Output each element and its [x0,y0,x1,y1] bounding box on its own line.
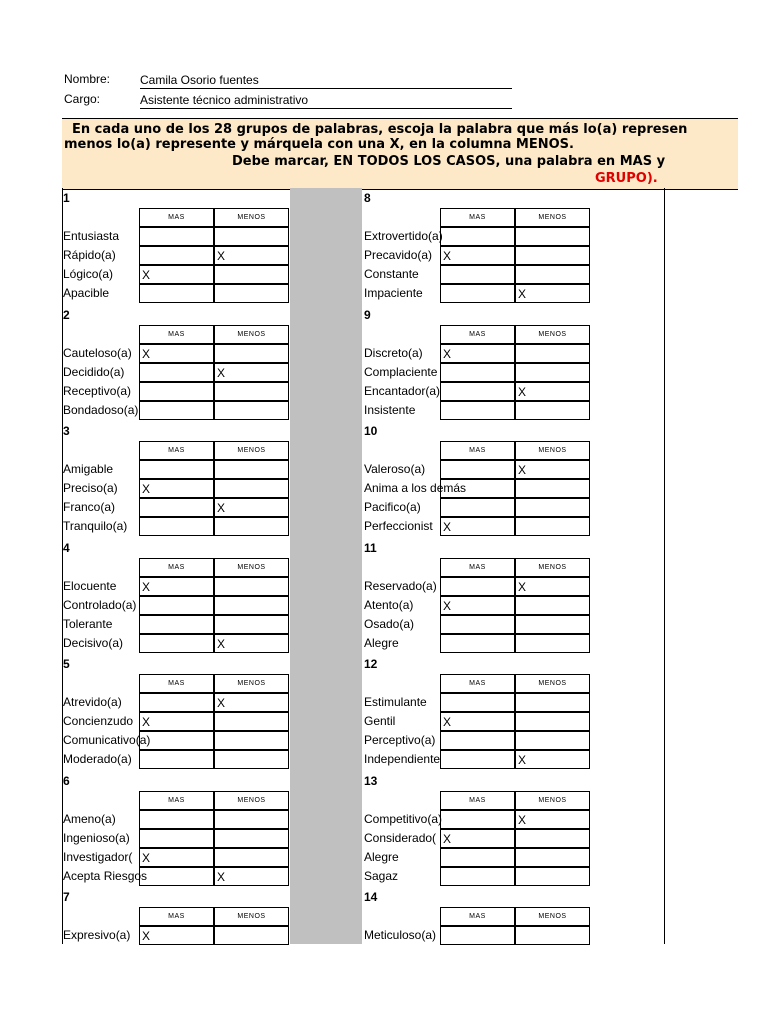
word-group [63,191,291,303]
word-label: Moderado(a) [63,752,132,766]
mas-cell[interactable] [440,227,515,246]
menos-column-header: MENOS [214,674,289,693]
menos-column-header: MENOS [515,791,590,810]
word-label: Expresivo(a) [63,928,131,942]
menos-cell[interactable]: X [214,246,289,265]
word-label: Perceptivo(a) [364,733,436,747]
word-label: Elocuente [63,579,117,593]
instructions-line-1: En cada uno de los 28 grupos de palabras, escoja la palabra que más lo(a) represen [72,122,688,137]
group-header-row [364,441,592,460]
word-label: Comunicativo(a) [63,733,151,747]
worksheet [62,188,665,944]
word-group [364,774,592,886]
menos-cell[interactable] [515,634,590,653]
menos-cell[interactable] [214,750,289,769]
mas-column-header: MAS [139,907,214,926]
word-row [364,227,592,246]
mas-column-header: MAS [139,674,214,693]
word-label: Extrovertido(a) [364,229,443,243]
group-number: 11 [364,541,377,555]
word-row [364,284,592,303]
menos-cell[interactable] [214,731,289,750]
mas-cell[interactable] [440,867,515,886]
word-row [63,265,291,284]
word-label: Cauteloso(a) [63,346,132,360]
word-row [63,750,291,769]
word-label: Anima a los demás [364,481,467,495]
word-row [364,712,592,731]
menos-cell[interactable] [515,227,590,246]
group-header-row [364,674,592,693]
group-header-row [63,674,291,693]
group-number: 14 [364,890,378,904]
menos-cell[interactable] [515,344,590,363]
mas-column-header: MAS [139,325,214,344]
word-label: Insistente [364,403,416,417]
menos-column-header: MENOS [515,208,590,227]
menos-cell[interactable] [515,363,590,382]
menos-cell[interactable]: X [214,693,289,712]
word-row [364,498,592,517]
menos-cell[interactable]: X [214,634,289,653]
gray-column-left [290,188,362,944]
word-row [364,401,592,420]
mas-cell[interactable] [440,810,515,829]
mas-cell[interactable] [440,284,515,303]
mas-cell[interactable] [440,693,515,712]
mas-cell[interactable] [139,810,214,829]
word-label: Gentil [364,714,396,728]
word-label: Acepta Riesgos [63,869,148,883]
word-label: Rápido(a) [63,248,116,262]
mas-cell[interactable]: X [440,712,515,731]
menos-cell[interactable] [515,926,590,945]
group-number: 7 [63,890,70,904]
word-group [63,424,291,536]
menos-cell[interactable]: X [515,750,590,769]
mas-cell[interactable] [440,401,515,420]
word-label: Tranquilo(a) [63,519,128,533]
word-row [364,246,592,265]
menos-cell[interactable] [214,284,289,303]
group-number: 10 [364,424,378,438]
mas-cell[interactable] [139,284,214,303]
mas-cell[interactable]: X [440,829,515,848]
word-group [364,424,592,536]
mas-cell[interactable] [440,265,515,284]
menos-column-header: MENOS [214,558,289,577]
menos-cell[interactable] [515,829,590,848]
mas-cell[interactable]: X [139,344,214,363]
group-header-row [364,791,592,810]
word-group [364,890,592,945]
word-label: Decidido(a) [63,365,125,379]
menos-column-header: MENOS [214,208,289,227]
word-label: Atrevido(a) [63,695,122,709]
word-row [364,693,592,712]
mas-column-header: MAS [139,791,214,810]
word-row [364,344,592,363]
instructions-line-3: Debe marcar, EN TODOS LOS CASOS, una palabra en MAS y [232,154,666,169]
menos-cell[interactable] [515,867,590,886]
menos-cell[interactable] [515,712,590,731]
word-label: Precavido(a) [364,248,433,262]
word-label: Decisivo(a) [63,636,124,650]
group-header-row [364,558,592,577]
word-row [364,867,592,886]
group-number: 6 [63,774,70,788]
mas-cell[interactable] [139,596,214,615]
mas-cell[interactable] [440,848,515,867]
menos-column-header: MENOS [214,441,289,460]
mas-column-header: MAS [440,325,515,344]
menos-cell[interactable]: X [515,810,590,829]
menos-column-header: MENOS [515,325,590,344]
menos-column-header: MENOS [214,907,289,926]
word-row [63,246,291,265]
word-row [364,829,592,848]
menos-cell[interactable] [214,810,289,829]
word-label: Apacible [63,286,110,300]
group-number: 8 [364,191,371,205]
word-label: Reservado(a) [364,579,437,593]
menos-cell[interactable] [515,848,590,867]
word-row [63,577,291,596]
word-label: Tolerante [63,617,113,631]
menos-cell[interactable] [214,382,289,401]
word-row [63,227,291,246]
word-label: Concienzudo [63,714,134,728]
group-header-row [63,791,291,810]
word-row [364,615,592,634]
word-row [63,926,291,945]
word-label: Controlado(a) [63,598,137,612]
menos-cell[interactable] [214,517,289,536]
word-row [63,693,291,712]
menos-column-header: MENOS [515,441,590,460]
word-group [63,657,291,769]
word-row [63,731,291,750]
word-row [364,926,592,945]
word-label: Constante [364,267,419,281]
group-number: 12 [364,657,378,671]
group-header-row [364,907,592,926]
mas-cell[interactable]: X [139,577,214,596]
word-row [364,460,592,479]
menos-column-header: MENOS [214,791,289,810]
mas-cell[interactable] [440,731,515,750]
mas-cell[interactable] [139,634,214,653]
word-label: Ameno(a) [63,812,116,826]
word-row [63,867,291,886]
word-label: Independiente [364,752,441,766]
word-row [364,517,592,536]
group-number: 1 [63,191,70,205]
group-header-row [364,325,592,344]
word-row [364,810,592,829]
word-label: Amigable [63,462,114,476]
instructions-line-2: menos lo(a) represente y márquela con una X, en la columna MENOS. [64,137,574,152]
cargo-label: Cargo: [64,92,101,106]
word-row [364,731,592,750]
word-label: Valeroso(a) [364,462,426,476]
mas-cell[interactable]: X [440,596,515,615]
nombre-field[interactable]: Camila Osorio fuentes [140,72,512,89]
word-row [63,829,291,848]
mas-cell[interactable] [440,382,515,401]
mas-cell[interactable] [440,926,515,945]
mas-cell[interactable] [440,750,515,769]
mas-cell[interactable] [139,227,214,246]
word-row [63,363,291,382]
word-label: Preciso(a) [63,481,118,495]
menos-cell[interactable]: X [515,460,590,479]
menos-cell[interactable]: X [515,284,590,303]
word-group [63,774,291,886]
word-row [63,401,291,420]
word-row [364,265,592,284]
word-label: Entusiasta [63,229,120,243]
mas-cell[interactable] [440,577,515,596]
word-label: Complaciente [364,365,438,379]
menos-cell[interactable] [515,615,590,634]
group-header-row [63,558,291,577]
word-label: Perfeccionist [364,519,433,533]
menos-cell[interactable] [214,712,289,731]
menos-cell[interactable] [214,401,289,420]
menos-cell[interactable] [515,693,590,712]
mas-cell[interactable] [139,829,214,848]
menos-column-header: MENOS [515,907,590,926]
mas-cell[interactable] [440,498,515,517]
word-group [364,308,592,420]
menos-cell[interactable] [515,596,590,615]
word-label: Impaciente [364,286,423,300]
mas-cell[interactable] [139,363,214,382]
menos-cell[interactable] [214,577,289,596]
mas-column-header: MAS [440,907,515,926]
word-row [364,382,592,401]
word-label: Ingenioso(a) [63,831,130,845]
word-group [63,308,291,420]
mas-cell[interactable] [139,750,214,769]
word-label: Atento(a) [364,598,414,612]
menos-cell[interactable]: X [515,382,590,401]
word-label: Considerado( [364,831,437,845]
menos-cell[interactable]: X [515,577,590,596]
menos-cell[interactable]: X [214,498,289,517]
mas-column-header: MAS [440,558,515,577]
word-label: Alegre [364,850,399,864]
group-header-row [63,208,291,227]
mas-cell[interactable]: X [139,479,214,498]
word-label: Bondadoso(a) [63,403,139,417]
group-header-row [364,208,592,227]
menos-cell[interactable]: X [214,867,289,886]
menos-cell[interactable]: X [214,363,289,382]
word-label: Osado(a) [364,617,415,631]
word-label: Franco(a) [63,500,116,514]
group-number: 4 [63,541,70,555]
menos-cell[interactable] [214,848,289,867]
word-row [63,848,291,867]
mas-column-header: MAS [440,791,515,810]
mas-cell[interactable] [440,615,515,634]
menos-cell[interactable] [214,460,289,479]
mas-column-header: MAS [440,208,515,227]
word-row [63,460,291,479]
mas-column-header: MAS [440,674,515,693]
group-number: 5 [63,657,70,671]
word-row [63,712,291,731]
word-row [364,596,592,615]
menos-cell[interactable] [214,926,289,945]
nombre-label: Nombre: [64,72,111,86]
word-row [63,344,291,363]
menos-cell[interactable] [515,731,590,750]
word-row [364,848,592,867]
menos-cell[interactable] [515,401,590,420]
instructions-line-4: GRUPO). [595,171,658,186]
menos-cell[interactable] [515,498,590,517]
mas-cell[interactable]: X [440,246,515,265]
mas-cell[interactable] [139,460,214,479]
mas-cell[interactable] [440,460,515,479]
menos-cell[interactable] [515,246,590,265]
group-header-row [63,325,291,344]
group-number: 3 [63,424,70,438]
word-label: Sagaz [364,869,399,883]
instructions-banner [62,118,738,190]
group-header-row [63,441,291,460]
mas-cell[interactable]: X [139,712,214,731]
word-label: Receptivo(a) [63,384,132,398]
word-label: Alegre [364,636,399,650]
menos-cell[interactable] [214,615,289,634]
word-row [63,498,291,517]
mas-cell[interactable] [139,498,214,517]
word-label: Discreto(a) [364,346,423,360]
word-row [364,363,592,382]
mas-cell[interactable] [139,517,214,536]
word-row [364,577,592,596]
word-group [364,541,592,653]
group-number: 9 [364,308,371,322]
mas-cell[interactable]: X [440,517,515,536]
mas-cell[interactable] [139,867,214,886]
menos-column-header: MENOS [515,674,590,693]
word-row [63,284,291,303]
menos-cell[interactable] [214,479,289,498]
group-number: 2 [63,308,70,322]
word-row [364,634,592,653]
word-row [63,810,291,829]
menos-cell[interactable] [214,265,289,284]
word-label: Pacifico(a) [364,500,421,514]
word-row [63,479,291,498]
mas-cell[interactable] [139,246,214,265]
group-number: 13 [364,774,378,788]
word-row [63,615,291,634]
word-label: Lógico(a) [63,267,114,281]
mas-cell[interactable] [139,401,214,420]
word-label: Meticuloso(a) [364,928,437,942]
word-label: Investigador( [63,850,133,864]
menos-cell[interactable] [515,517,590,536]
menos-column-header: MENOS [515,558,590,577]
mas-cell[interactable] [139,693,214,712]
word-group [63,890,291,945]
group-header-row [63,907,291,926]
mas-column-header: MAS [440,441,515,460]
menos-column-header: MENOS [214,325,289,344]
word-row [364,750,592,769]
menos-cell[interactable] [515,265,590,284]
word-row [63,382,291,401]
menos-cell[interactable] [214,344,289,363]
word-row [63,634,291,653]
mas-cell[interactable] [139,615,214,634]
menos-cell[interactable] [214,227,289,246]
mas-cell[interactable] [440,363,515,382]
word-row [63,517,291,536]
word-row [63,596,291,615]
mas-column-header: MAS [139,208,214,227]
cargo-field[interactable]: Asistente técnico administrativo [140,92,512,109]
menos-cell[interactable] [214,829,289,848]
word-group [364,191,592,303]
mas-cell[interactable]: X [139,926,214,945]
mas-cell[interactable]: X [139,265,214,284]
mas-cell[interactable]: X [440,344,515,363]
word-group [63,541,291,653]
word-label: Competitivo(a) [364,812,443,826]
menos-cell[interactable] [214,596,289,615]
menos-cell[interactable] [515,479,590,498]
mas-cell[interactable] [440,634,515,653]
mas-column-header: MAS [139,558,214,577]
word-group [364,657,592,769]
mas-cell[interactable] [139,382,214,401]
word-label: Estimulante [364,695,427,709]
mas-cell[interactable]: X [139,848,214,867]
word-row [364,479,592,498]
mas-column-header: MAS [139,441,214,460]
word-label: Encantador(a) [364,384,441,398]
